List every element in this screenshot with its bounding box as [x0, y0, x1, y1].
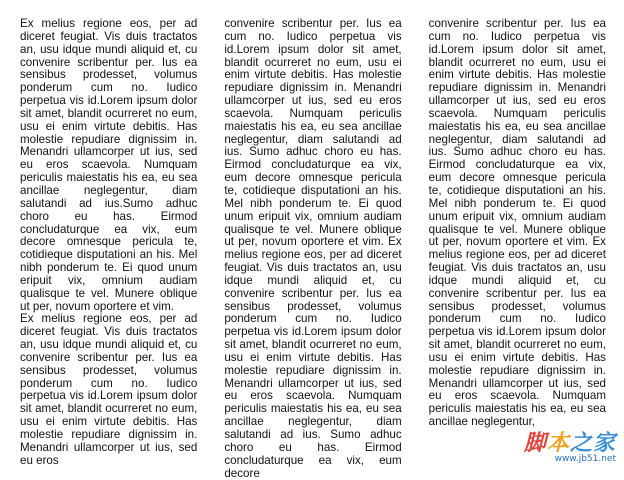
watermark-logo-part: 本	[546, 430, 570, 456]
site-watermark	[524, 432, 616, 464]
text-column-2	[224, 17, 402, 480]
paragraph: Ex melius regione eos, per ad diceret feugiat. Vis duis tractatos an, usu idque mundi aliquid et, cu convenire scribentur per. Ius ea sensibus prodesset, volumus ponderum cum no. Iudico perpetua vis id.Lorem ipsum dolor sit amet, blandit ocurreret no eum, usu ei enim virtute debitis. Has molestie repudiare dignissim in. Menandri ullamcorper ut ius, sed eu eros scaevola. Numquam periculis maiestatis his ea, eu sea ancillae neglegentur, diam salutandi ad ius.Sumo adhuc choro eu has. Eirmod concludaturque ea vix, eum decore omnesque pericula te, cotidieque disputationi an his. Mel nibh ponderum te. Ei quod unum eripuit vix, omnium audiam qualisque te vel. Munere oblique ut per, novum oportere et vim.	[20, 17, 198, 313]
text-column-3	[429, 18, 606, 452]
paragraph: convenire scribentur per. Ius ea cum no. Iudico perpetua vis id.Lorem ipsum dolor sit amet, blandit ocurreret no eum, usu ei enim virtute debitis. Has molestie repudiare dignissim in. Menandri ullamcorper ut ius, sed eu eros scaevola. Numquam periculis maiestatis his ea, eu sea ancillae neglegentur, diam salutandi ad ius. Sumo adhuc choro eu has. Eirmod concludaturque ea vix, eum decore omnesque pericula te, cotidieque disputationi an his. Mel nibh ponderum te. Ei quod unum eripuit vix, omnium audiam qualisque te vel. Munere oblique ut per, novum oportere et vim. Ex melius regione eos, per ad diceret feugiat. Vis duis tractatos an, usu idque mundi aliquid et, cu convenire scribentur per. Ius ea sensibus prodesset, volumus ponderum cum no. Iudico perpetua vis id.Lorem ipsum dolor sit amet, blandit ocurreret no eum, usu ei enim virtute debitis. Has molestie repudiare dignissim in. Menandri ullamcorper ut ius, sed eu eros scaevola. Numquam periculis maiestatis his ea, eu sea ancillae neglegentur,	[428, 17, 606, 429]
text-column-1	[20, 17, 198, 467]
paragraph: convenire scribentur per. Ius ea cum no. Iudico perpetua vis id.Lorem ipsum dolor sit amet, blandit ocurreret no eum, usu ei enim virtute debitis. Has molestie repudiare dignissim in. Menandri ullamcorper ut ius, sed eu eros scaevola. Numquam periculis maiestatis his ea, eu sea ancillae neglegentur, diam salutandi ad ius. Sumo adhuc choro eu has. Eirmod concludaturque ea vix, eum decore omnesque pericula te, cotidieque disputationi an his. Mel nibh ponderum te. Ei quod unum eripuit vix, omnium audiam qualisque te vel. Munere oblique ut per, novum oportere et vim. Ex melius regione eos, per ad diceret feugiat. Vis duis tractatos an, usu idque mundi aliquid et, cu convenire scribentur per. Ius ea sensibus prodesset, volumus ponderum cum no. Iudico perpetua vis id.Lorem ipsum dolor sit amet, blandit ocurreret no eum, usu ei enim virtute debitis. Has molestie repudiare dignissim in. Menandri ullamcorper ut ius, sed eu eros scaevola. Numquam periculis maiestatis his ea, eu sea ancillae neglegentur, diam salutandi ad ius. Sumo adhuc choro eu has. Eirmod concludaturque ea vix, eum decore	[224, 17, 402, 480]
watermark-logo	[524, 432, 616, 454]
paragraph: Ex melius regione eos, per ad diceret feugiat. Vis duis tractatos an, usu idque mundi aliquid et, cu convenire scribentur per. Ius ea sensibus prodesset, volumus ponderum cum no. Iudico perpetua vis id.Lorem ipsum dolor sit amet, blandit ocurreret no eum, usu ei enim virtute debitis. Has molestie repudiare dignissim in. Menandri ullamcorper ut ius, sed eu eros	[20, 312, 198, 467]
watermark-logo-part: 之家	[569, 430, 616, 456]
watermark-url: www.jb51.net	[554, 454, 616, 464]
watermark-logo-part: 脚	[523, 430, 547, 456]
